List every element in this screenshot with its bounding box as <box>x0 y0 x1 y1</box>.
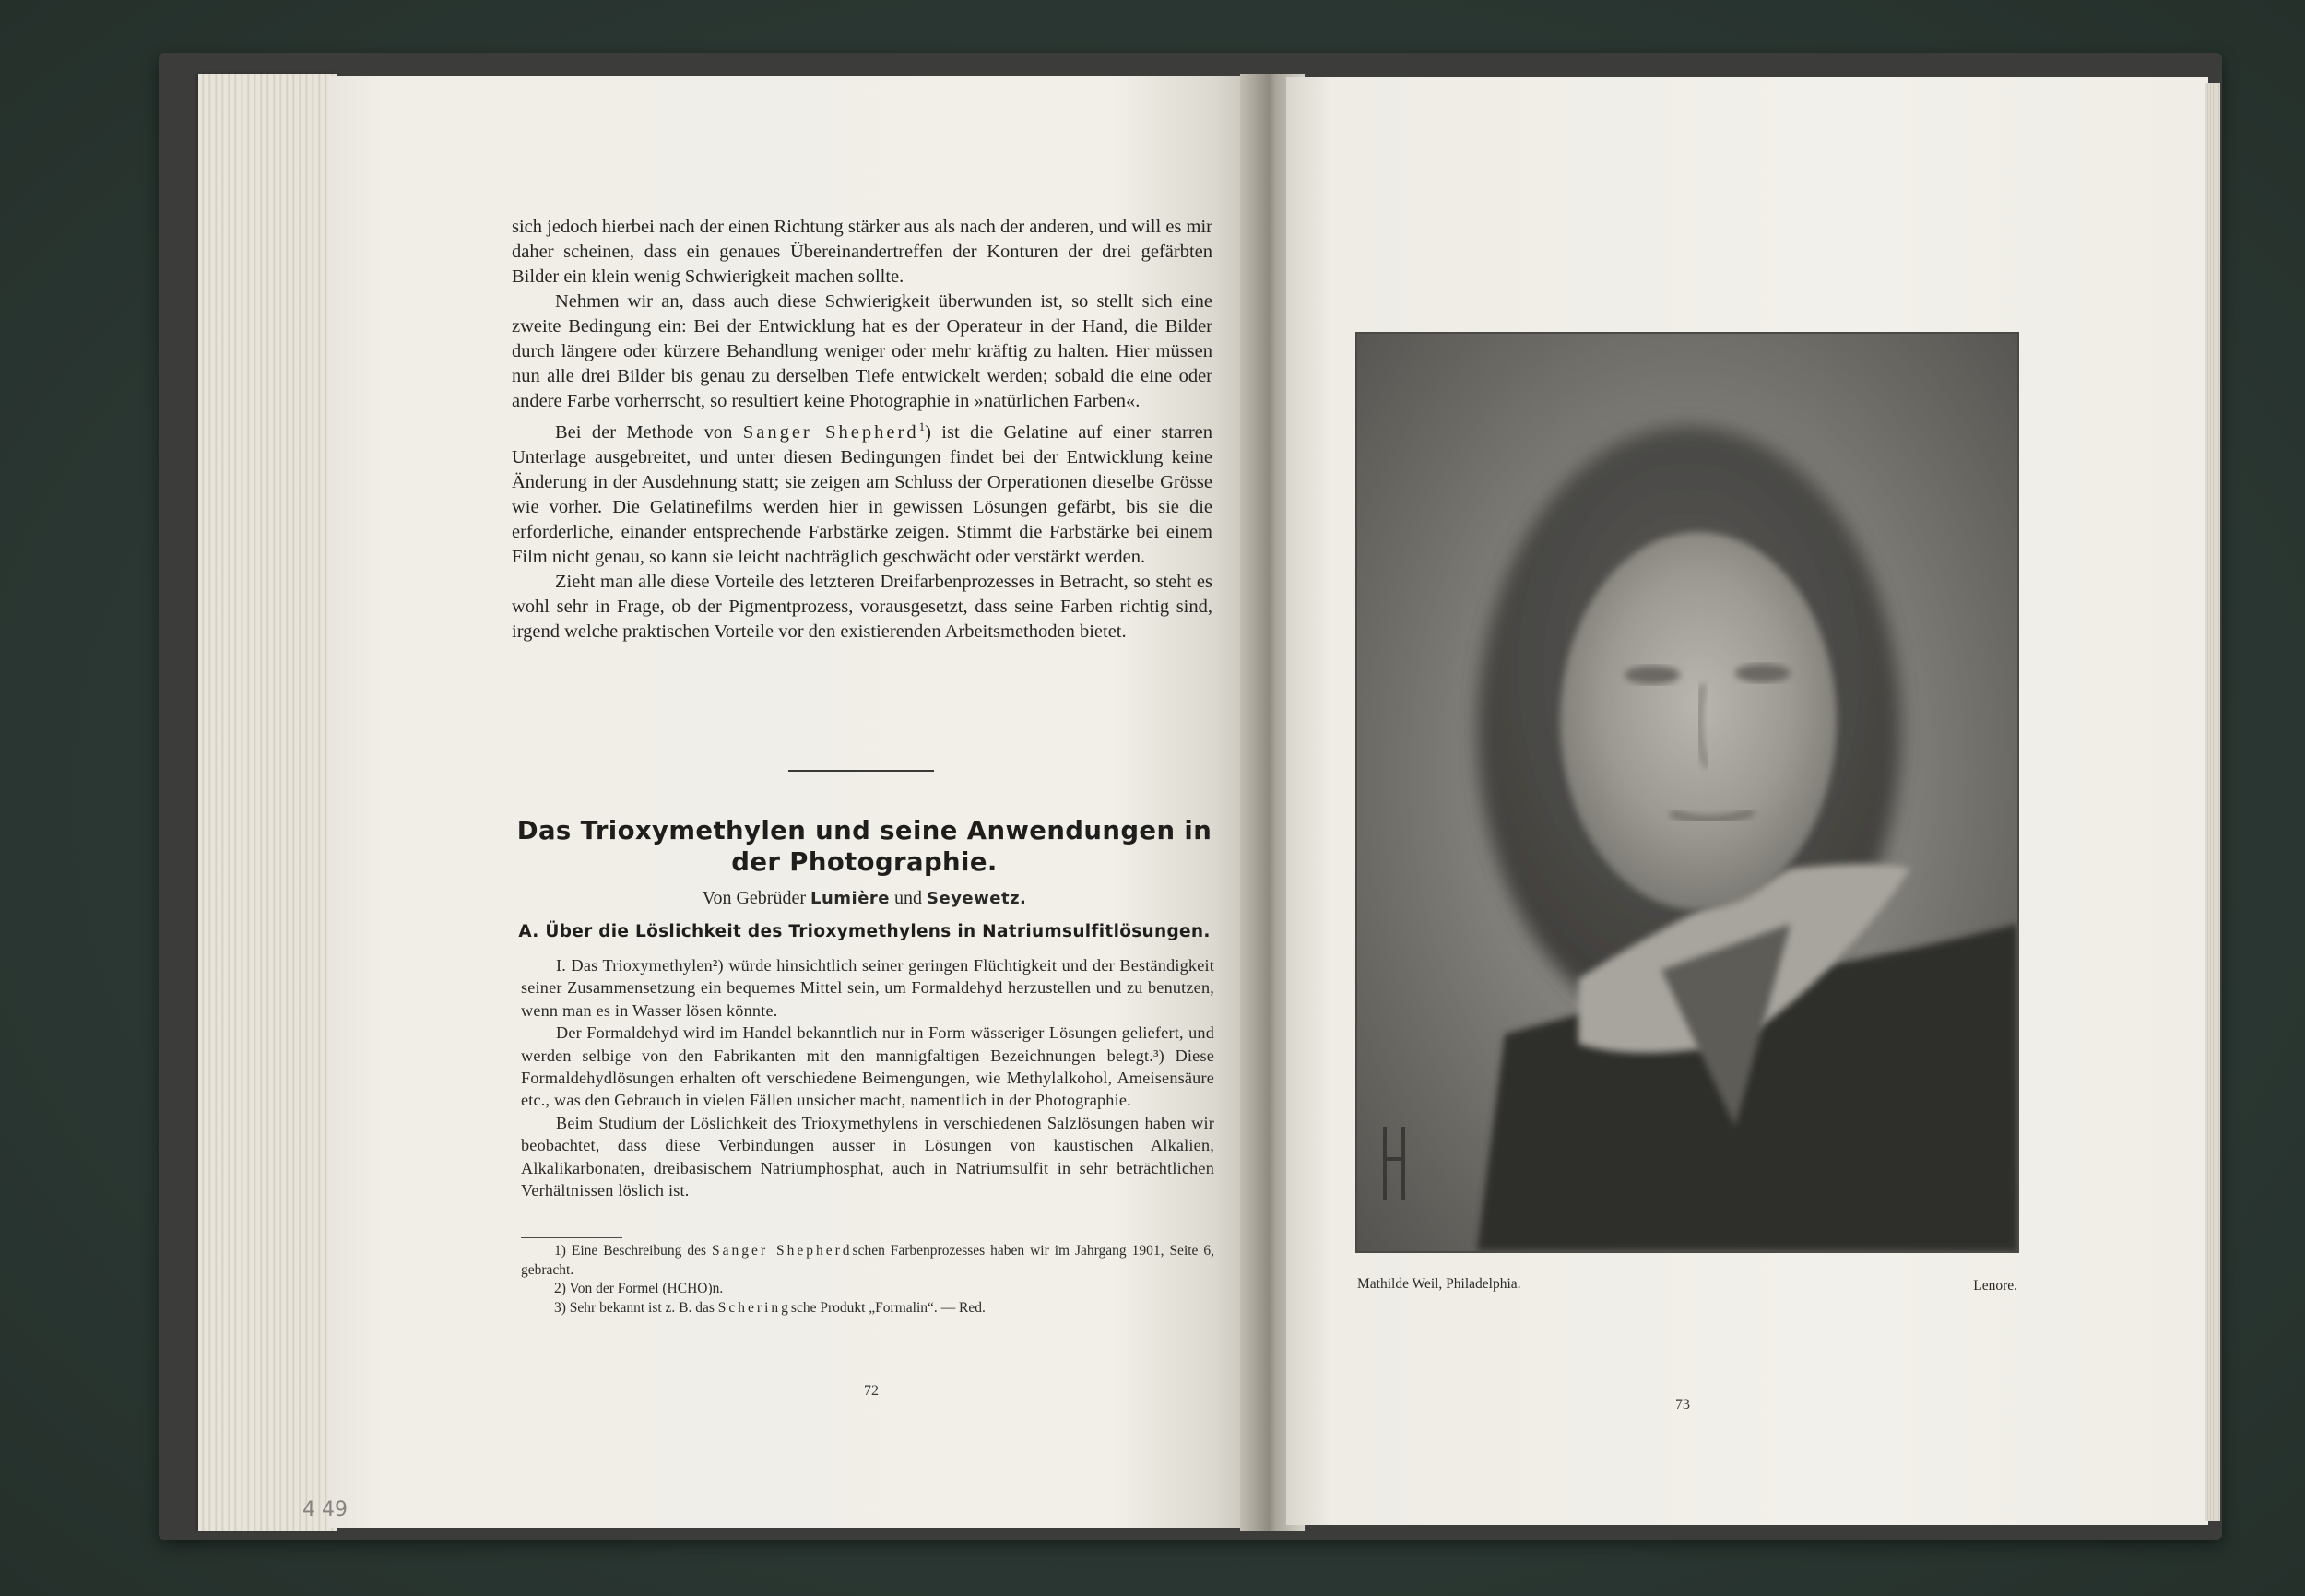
footnote-1-name: Sanger Shepherd <box>712 1243 853 1259</box>
byline <box>502 888 1226 909</box>
artist-monogram <box>1385 1127 1403 1200</box>
article-body <box>521 954 1214 1201</box>
footnote-3 <box>521 1299 1214 1318</box>
footnote-1-lead: 1) Eine Beschreibung des <box>554 1243 707 1259</box>
footnote-rule <box>521 1237 622 1238</box>
footnote-2: 2) Von der Formel (HCHO)n. <box>554 1281 724 1296</box>
footnote-3-lead: 3) Sehr bekannt ist z. B. das <box>554 1299 715 1316</box>
body-paragraph-3: Beim Studium der Löslichkeit des Trioxymethylens in verschiedenen Salzlösungen haben wir beobachtet, dass diese Verbindungen ausser in Lösungen von kaustischen Alkalien, Alkalikarbonaten, dreibasischem Natriumphosphat, auch in Natriumsulfit in sehr beträchtlichen Verhältnissen löslich ist. <box>521 1113 1214 1200</box>
page-number-left: 72 <box>864 1383 879 1399</box>
footnote-1 <box>521 1242 1214 1280</box>
byline-author-1: Lumière <box>810 889 891 908</box>
paragraph-3: Bei der Methode von Sanger Shepherd$^1$) ist die Gelatine auf einer starren Unterlage ausgebreitet, und unter diesen Bedingungen findet bei der Entwicklung keine Änderung in der Ausdehnung statt; sie zeigen am Schluss der Orperationen dieselbe Grösse wie vorher. Die Gelatinefilms werden hier in gewissen Lösungen gefärbt, bis sie die erforderliche, einander entsprechende Farbstärke zeigen. Stimmt die Farbstärke bei einem Film nicht genau, so kann sie leicht nachträglich geschwächt oder verstärkt werden. <box>512 420 1213 567</box>
page-stack-edge <box>198 74 337 1531</box>
photo-caption-title: Lenore. <box>1973 1278 2017 1294</box>
photo-caption-photographer: Mathilde Weil, Philadelphia. <box>1357 1276 1521 1292</box>
byline-prefix: Von Gebrüder <box>702 888 806 908</box>
portrait-image <box>1357 334 2017 1251</box>
page-number-right: 73 <box>1675 1397 1690 1413</box>
right-page-edge <box>2205 83 2220 1521</box>
body-paragraph-1: I. Das Trioxymethylen²) würde hinsichtlich seiner geringen Flüchtigkeit und der Beständigkeit seiner Zusammensetzung ein bequemes Mittel sein, um Formaldehyd herzustellen und zu benutzen, wenn man es in Wasser lösen könnte. <box>521 956 1214 1020</box>
section-subheading: A. Über die Löslichkeit des Trioxymethylens in Natriumsulfitlösungen. <box>518 922 1211 941</box>
author-name-sanger: Sanger Shepherd <box>742 421 919 443</box>
footnote-1-rest: schen Farbenprozesses haben wir im Jahrgang 1901, Seite 6, gebracht. <box>521 1243 1214 1278</box>
paragraph-2: Nehmen wir an, dass auch diese Schwierigkeit überwunden ist, so stellt sich eine zweite Bedingung ein: Bei der Entwicklung hat es der Operateur in der Hand, die Bilder durch längere oder kürzere Behandlung weniger oder mehr kräftig zu halten. Hier müssen nun alle drei Bilder bis genau zu derselben Tiefe entwickelt werden; sobald die eine oder andere Farbe vorherrscht, so resultiert keine Photographie in »natürlichen Farben«. <box>512 291 1212 411</box>
paragraph-3-lead: Bei der Methode von <box>555 421 733 443</box>
margin-pencil-note: 4 49 <box>302 1498 348 1521</box>
article-heading: Das Trioxymethylen und seine Anwendungen in der Photographie. <box>516 816 1212 877</box>
portrait-photograph <box>1357 334 2017 1251</box>
footnote-3-rest: sche Produkt „Formalin“. — Red. <box>790 1299 986 1316</box>
footnote-ref-1: 1 <box>918 420 926 433</box>
right-eye <box>1735 664 1791 682</box>
left-eye <box>1625 666 1680 684</box>
text-block-top <box>512 215 1212 644</box>
byline-author-2: Seyewetz. <box>927 889 1027 908</box>
footnotes <box>521 1242 1214 1318</box>
footnote-3-name: Schering <box>717 1299 791 1316</box>
section-divider <box>788 770 934 772</box>
paragraph-3-rest: ist die Gelatine auf einer starren Unterlage ausgebreitet, und unter diesen Bedingungen findet bei der Entwicklung keine Änderung in der Ausdehnung statt; sie zeigen am Schluss der Orperationen dieselbe Grösse wie vorher. Die Gelatinefilms werden hier in gewissen Lösungen gefärbt, bis sie die erforderliche, einander entsprechende Farbstärke zeigen. Stimmt die Farbstärke bei einem Film nicht genau, so kann sie leicht nachträglich geschwächt oder verstärkt werden. <box>512 421 1213 567</box>
byline-conjunction: und <box>894 888 923 908</box>
paragraph-4: Zieht man alle diese Vorteile des letzteren Dreifarbenprozesses in Betracht, so steht es wohl sehr in Frage, ob der Pigmentprozess, vorausgesetzt, dass seine Farben richtig sind, irgend welche praktischen Vorteile vor den existierenden Arbeitsmethoden bietet. <box>512 571 1212 642</box>
body-paragraph-2: Der Formaldehyd wird im Handel bekanntlich nur in Form wässeriger Lösungen geliefert, und werden selbige von den Fabrikanten mit den mannigfaltigen Bezeichnungen belegt.³) Diese Formaldehydlösungen erhalten oft verschiedene Beimengungen, wie Methylalkohol, Ameisensäure etc., was den Gebrauch in vielen Fällen unsicher macht, namentlich in der Photographie. <box>521 1023 1214 1110</box>
paragraph-1: sich jedoch hierbei nach der einen Richtung stärker aus als nach der anderen, und will es mir daher scheinen, dass ein genaues Übereinandertreffen der Konturen der drei gefärbten Bilder ein klein wenig Schwierigkeit machen sollte. <box>512 217 1212 287</box>
